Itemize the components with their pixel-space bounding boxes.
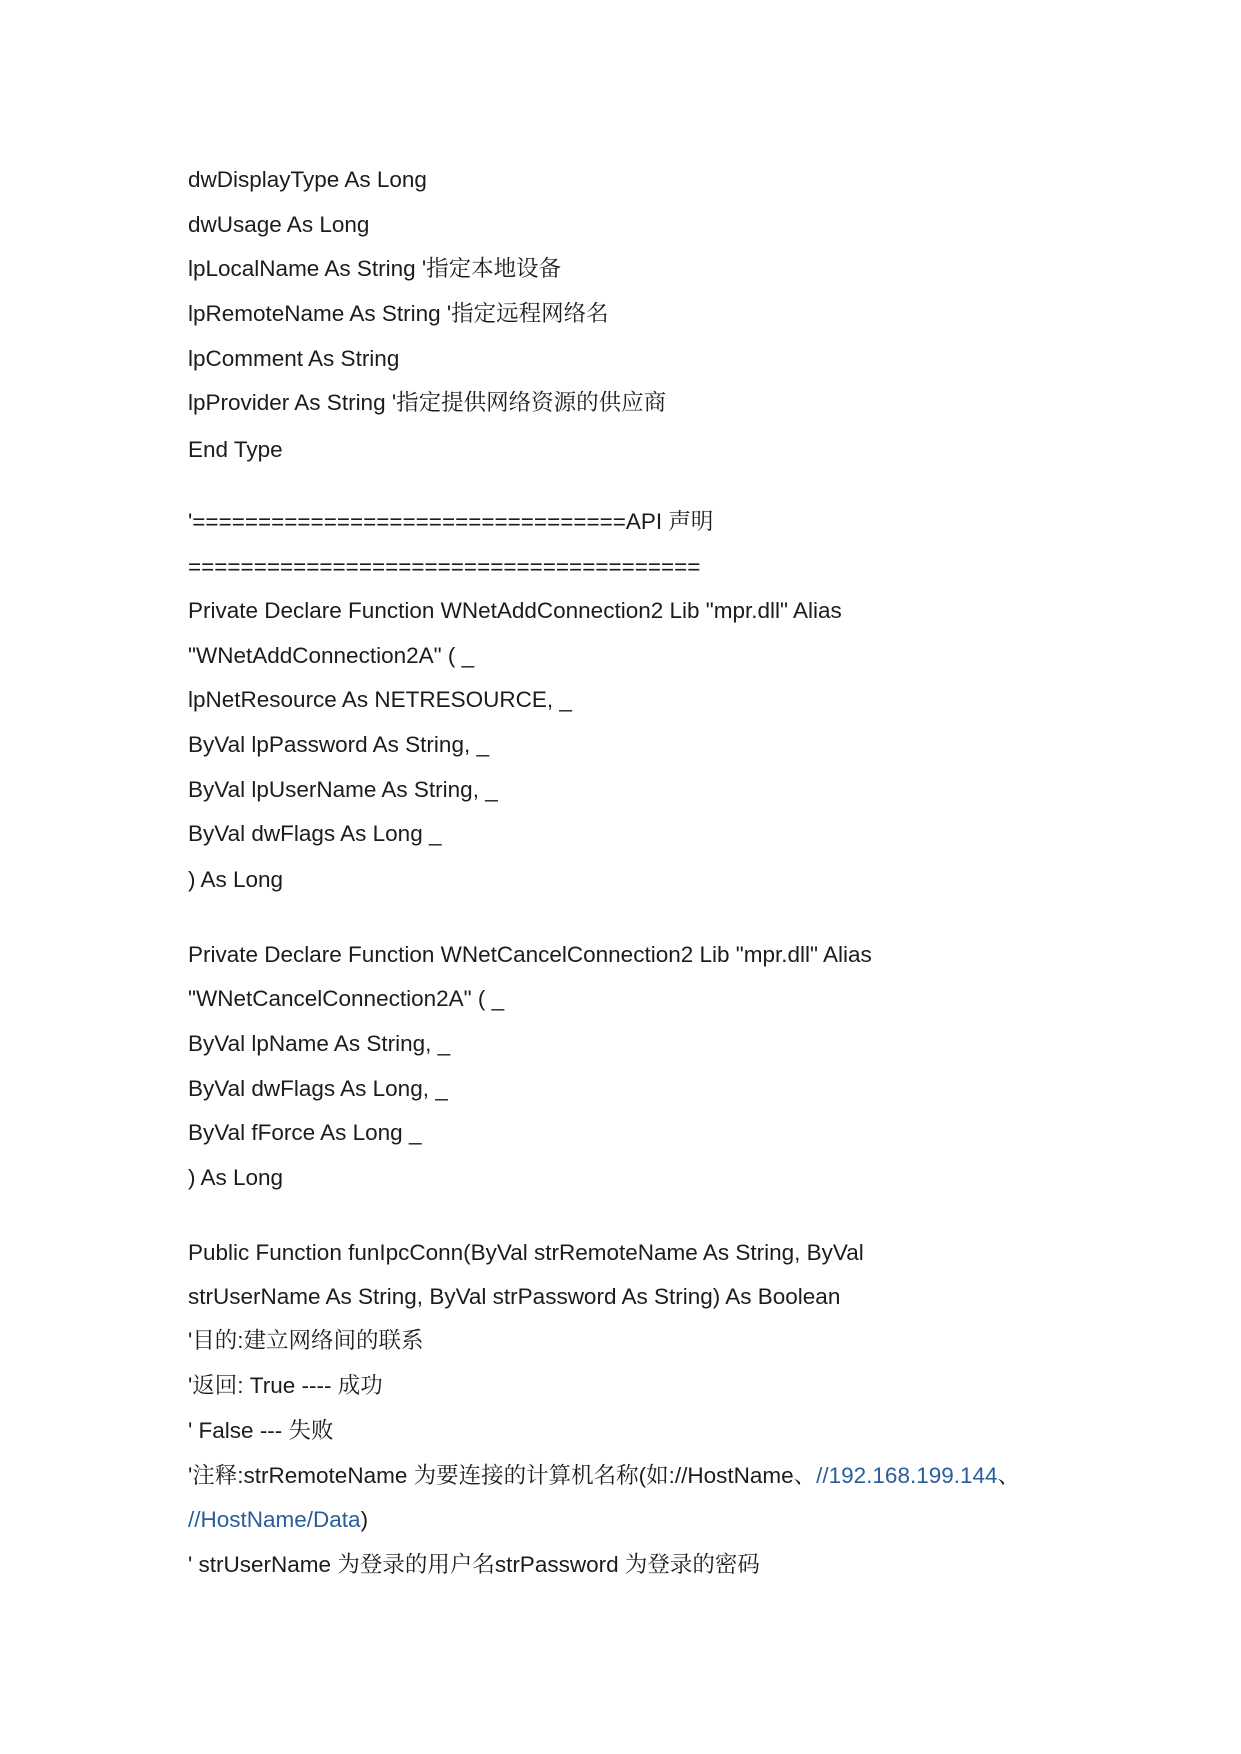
code-line: ByVal lpName As String, _: [188, 1031, 451, 1056]
code-line: ByVal dwFlags As Long, _: [188, 1076, 448, 1101]
ip-link[interactable]: //192.168.199.144: [816, 1463, 998, 1488]
code-line: "WNetAddConnection2A" ( _: [188, 643, 475, 668]
comment-line: '目的:建立网络间的联系: [188, 1328, 424, 1353]
comment-line: [188, 1506, 368, 1534]
code-line: lpNetResource As NETRESOURCE, _: [188, 687, 572, 712]
code-line: dwUsage As Long: [188, 212, 370, 237]
code-line: Private Declare Function WNetCancelConnection2 Lib "mpr.dll" Alias: [188, 942, 872, 967]
code-line: ByVal dwFlags As Long _: [188, 821, 442, 846]
comment-text: ): [360, 1507, 369, 1532]
code-line: lpLocalName As String '指定本地设备: [188, 256, 562, 281]
comment-line: ' False --- 失败: [188, 1418, 334, 1443]
code-line: ) As Long: [188, 867, 284, 892]
comment-line: ' strUserName 为登录的用户名strPassword 为登录的密码: [188, 1552, 760, 1577]
code-line: lpComment As String: [188, 346, 400, 371]
host-data-link[interactable]: //HostName/Data: [188, 1507, 361, 1532]
section-divider: =======================================: [188, 554, 701, 579]
code-line: Public Function funIpcConn(ByVal strRemoteName As String, ByVal: [188, 1240, 864, 1265]
section-divider: '=================================API 声明: [188, 509, 714, 534]
code-line: lpRemoteName As String '指定远程网络名: [188, 301, 609, 326]
code-line: ByVal lpPassword As String, _: [188, 732, 489, 757]
comment-line: [188, 1462, 1020, 1490]
comment-line: '返回: True ---- 成功: [188, 1373, 383, 1398]
comment-text: 、: [997, 1463, 1021, 1488]
code-line: ByVal fForce As Long _: [188, 1120, 422, 1145]
code-line: Private Declare Function WNetAddConnection2 Lib "mpr.dll" Alias: [188, 598, 842, 623]
code-line: ) As Long: [188, 1165, 284, 1190]
code-line: strUserName As String, ByVal strPassword As String) As Boolean: [188, 1284, 841, 1309]
code-line: dwDisplayType As Long: [188, 167, 427, 192]
code-line: End Type: [188, 437, 283, 462]
code-line: "WNetCancelConnection2A" ( _: [188, 986, 505, 1011]
code-line: lpProvider As String '指定提供网络资源的供应商: [188, 390, 667, 415]
code-line: ByVal lpUserName As String, _: [188, 777, 498, 802]
comment-text: '注释:strRemoteName 为要连接的计算机名称(如://HostName、: [188, 1463, 817, 1488]
